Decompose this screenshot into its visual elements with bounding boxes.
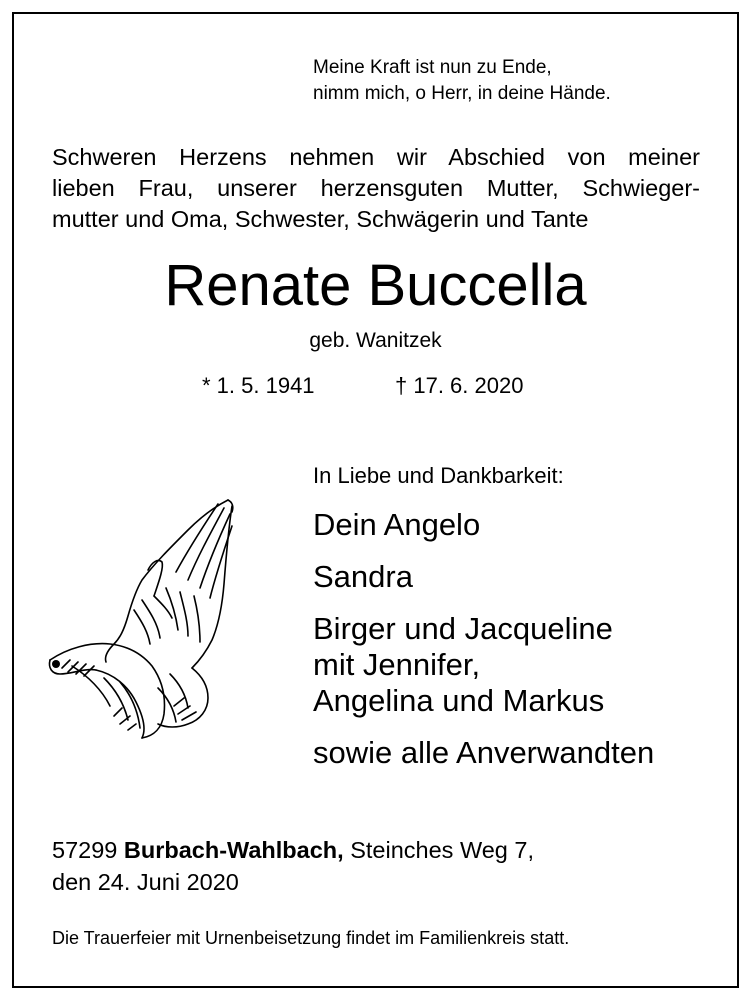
epigraph-quote xyxy=(313,55,611,107)
date-line: den 24. Juni 2020 xyxy=(52,869,239,895)
mourner-line: mit Jennifer, xyxy=(313,647,481,682)
thanks-heading: In Liebe und Dankbarkeit: xyxy=(313,463,564,488)
intro-line-1: Schweren Herzens nehmen wir Abschied von meiner xyxy=(52,144,700,170)
maiden-name: geb. Wanitzek xyxy=(309,329,442,352)
intro-line-3: mutter und Oma, Schwester, Schwägerin und Tante xyxy=(52,206,589,232)
intro-line-2: lieben Frau, unserer herzensguten Mutter, Schwieger- xyxy=(52,175,700,201)
mourner-line: sowie alle Anverwandten xyxy=(313,735,655,770)
address-line xyxy=(52,834,534,866)
footer-note: Die Trauerfeier mit Urnenbeisetzung findet im Familienkreis statt. xyxy=(52,928,570,948)
address-block xyxy=(52,834,534,898)
quote-line-1: Meine Kraft ist nun zu Ende, xyxy=(313,57,552,78)
praying-hands-icon xyxy=(42,492,242,742)
quote-line-2: nimm mich, o Herr, in deine Hände. xyxy=(313,83,611,104)
mourner-line: Dein Angelo xyxy=(313,507,481,542)
intro-text xyxy=(52,142,700,235)
mourner-line: Sandra xyxy=(313,559,413,594)
mourner-line: Birger und Jacqueline xyxy=(313,611,613,646)
deceased-name: Renate Buccella xyxy=(164,253,587,318)
mourner-line: Angelina und Markus xyxy=(313,683,605,718)
town: Burbach-Wahlbach, xyxy=(123,837,344,863)
street: Steinches Weg 7, xyxy=(350,837,534,863)
death-date: † 17. 6. 2020 xyxy=(395,373,524,398)
birth-date: * 1. 5. 1941 xyxy=(202,373,315,398)
mourners-list xyxy=(313,507,654,771)
postal-code: 57299 xyxy=(52,837,118,863)
